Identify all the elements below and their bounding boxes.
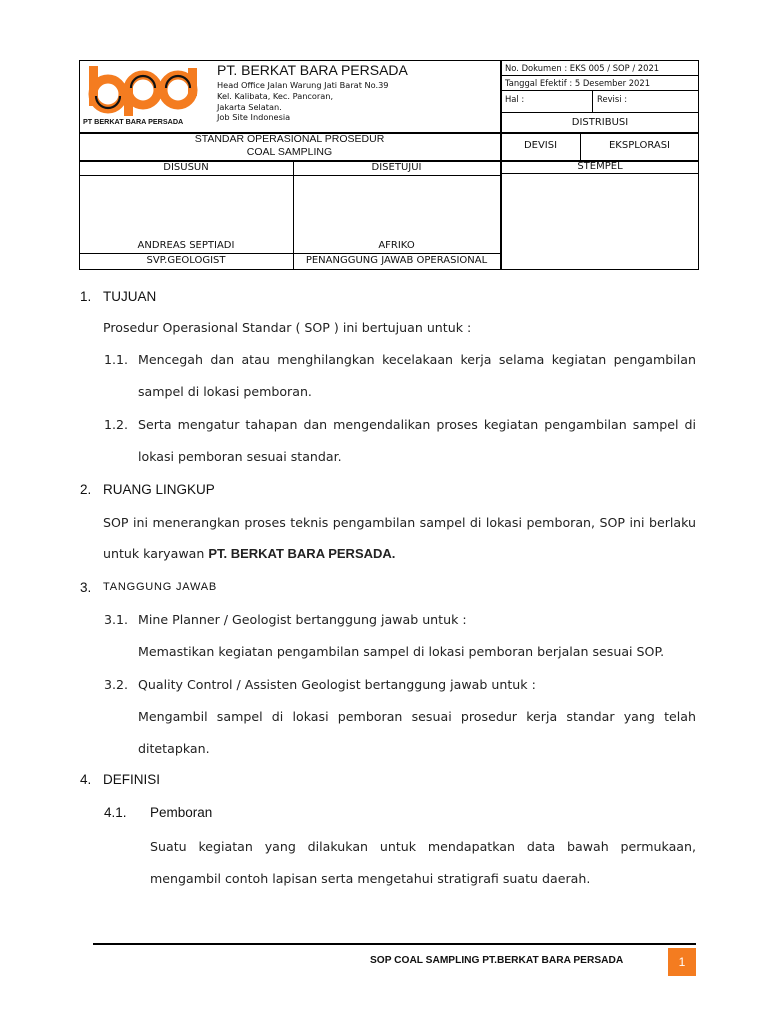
section-title: TANGGUNG JAWAB	[103, 581, 218, 593]
item-title: Mine Planner / Geologist bertanggung jawab untuk :	[138, 612, 467, 627]
divider	[79, 175, 501, 176]
paragraph: Memastikan kegiatan pengambilan sampel di lokasi pemboran berjalan sesuai SOP.	[138, 644, 665, 659]
item-number: 1.1.	[104, 352, 129, 367]
page-number-badge: 1	[668, 948, 696, 976]
divider	[501, 112, 699, 113]
author-role: SVP.GEOLOGIST	[146, 255, 226, 266]
item-number: 4.1.	[104, 805, 127, 820]
item-number: 1.2.	[104, 417, 129, 432]
paragraph: SOP ini menerangkan proses teknis pengambilan sampel di lokasi pemboran, SOP ini berlaku	[103, 515, 696, 530]
document-number: No. Dokumen : EKS 005 / SOP / 2021	[505, 63, 660, 73]
section-number: 2.	[80, 482, 92, 497]
footer-rule	[93, 943, 696, 945]
divider	[501, 90, 699, 91]
divider	[79, 253, 501, 254]
title-line: STANDAR OPERASIONAL PROSEDUR	[194, 133, 385, 145]
item-title: Quality Control / Assisten Geologist bertanggung jawab untuk :	[138, 677, 536, 692]
approver-role: PENANGGUNG JAWAB OPERASIONAL	[305, 255, 488, 266]
section-title: TUJUAN	[103, 289, 157, 304]
section-title: DEFINISI	[103, 772, 161, 787]
paragraph: sampel di lokasi pemboran.	[138, 384, 312, 399]
company-logo-icon	[88, 64, 198, 116]
item-number: 3.1.	[104, 612, 129, 627]
title-line: COAL SAMPLING	[246, 146, 333, 158]
company-address	[217, 80, 389, 123]
address-line: Job Site Indonesia	[217, 112, 291, 123]
document-title	[79, 133, 500, 159]
approved-by-label: DISETUJUI	[371, 162, 422, 173]
paragraph: Serta mengatur tahapan dan mengendalikan proses kegiatan pengambilan sampel di	[138, 417, 696, 432]
page-field: Hal :	[505, 94, 525, 104]
logo-caption: PT BERKAT BARA PERSADA	[83, 117, 184, 126]
paragraph: Mengambil sampel di lokasi pemboran sesuai prosedur kerja standar yang telah	[138, 709, 696, 724]
distribution-label: DISTRIBUSI	[571, 117, 629, 128]
item-title: Pemboran	[150, 805, 213, 820]
company-name: PT. BERKAT BARA PERSADA	[217, 62, 408, 78]
footer-title: SOP COAL SAMPLING PT.BERKAT BARA PERSADA	[370, 955, 624, 966]
section-number: 1.	[80, 289, 92, 304]
author-name: ANDREAS SEPTIADI	[137, 240, 235, 251]
paragraph: lokasi pemboran sesuai standar.	[138, 449, 342, 464]
section-number: 3.	[80, 580, 92, 595]
divider	[501, 75, 699, 76]
prepared-by-label: DISUSUN	[163, 162, 209, 173]
effective-date: Tanggal Efektif : 5 Desember 2021	[505, 78, 651, 88]
division-label: DEVISI	[523, 140, 558, 151]
paragraph: mengambil contoh lapisan serta mengetahui stratigrafi suatu daerah.	[150, 871, 591, 886]
divider	[293, 160, 294, 270]
division-value: EKSPLORASI	[608, 140, 671, 151]
stamp-label: STEMPEL	[577, 161, 623, 172]
approver-name: AFRIKO	[378, 240, 415, 251]
paragraph: Mencegah dan atau menghilangkan kecelakaan kerja selama kegiatan pengambilan	[138, 352, 696, 367]
item-number: 3.2.	[104, 677, 129, 692]
revision-field: Revisi :	[597, 94, 628, 104]
section-title: RUANG LINGKUP	[103, 482, 215, 497]
paragraph: Suatu kegiatan yang dilakukan untuk mendapatkan data bawah permukaan,	[150, 839, 696, 854]
address-line: Kel. Kalibata, Kec. Pancoran,	[217, 90, 334, 101]
paragraph: Prosedur Operasional Standar ( SOP ) ini bertujuan untuk :	[103, 320, 472, 335]
paragraph: ditetapkan.	[138, 741, 210, 756]
address-line: Head Office Jalan Warung Jati Barat No.39	[217, 80, 389, 90]
divider	[592, 90, 593, 112]
divider	[501, 173, 699, 174]
paragraph	[103, 546, 395, 561]
address-line: Jakarta Selatan.	[217, 101, 282, 112]
section-number: 4.	[80, 772, 92, 787]
paragraph-text: untuk karyawan	[103, 546, 209, 561]
company-name-bold: PT. BERKAT BARA PERSADA.	[208, 546, 396, 561]
